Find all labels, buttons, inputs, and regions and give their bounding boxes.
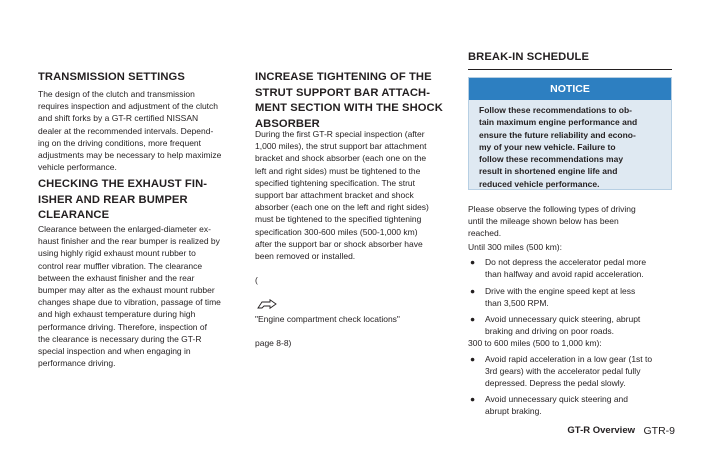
page-footer <box>550 424 675 438</box>
bullet-icon: ● <box>470 314 476 324</box>
break-in-schedule-heading: BREAK-IN SCHEDULE <box>468 51 590 63</box>
bullet-icon: ● <box>470 286 476 296</box>
stage2-label: 300 to 600 miles (500 to 1,000 km): <box>468 338 602 348</box>
exhaust-clearance-body: Clearance between the enlarged-diameter ex- haust finisher and the rear bumper is realized by using highly rigid exhaust mount rubber to control rear muffler vibration. The clearance between the exhaust finisher and the rear bumper may alter as the exhaust mount rubber changes shape due to vibration, passage of time and high exhaust temperature during high performance driving. Therefore, inspection of the clearance is necessary during the GT-R special inspection and when engaging in performance driving. <box>38 224 221 369</box>
transmission-settings-body: The design of the clutch and transmission requires inspection and adjustment of the clutch and shift forks by a GT-R certified NISSAN dealer at the recommended intervals. Depend- ing on the driving conditions, more frequent adjustments may be necessary to help maximize vehicle performance. <box>38 89 222 173</box>
bullet-text: Do not depress the accelerator pedal more than halfway and avoid rapid acceleration. <box>485 257 647 280</box>
reference-arrow-icon <box>257 286 277 312</box>
notice-title: NOTICE <box>469 78 671 100</box>
bullet-text: Avoid rapid acceleration in a low gear (1st to 3rd gears) with the accelerator pedal fully depressed. Depress the pedal slowly. <box>485 354 653 389</box>
reference-page: page 8-8) <box>255 338 292 349</box>
reference-open-paren: ( <box>255 275 258 286</box>
bullet-icon: ● <box>470 257 476 267</box>
strut-support-bar-heading: INCREASE TIGHTENING OF THE STRUT SUPPORT BAR ATTACH- MENT SECTION WITH THE SHOCK ABSORBER <box>255 71 443 130</box>
footer-page-number: GTR-9 <box>643 425 675 437</box>
break-in-intro: Please observe the following types of driving until the mileage shown below has been reached. <box>468 204 636 239</box>
strut-support-bar-body: During the first GT-R special inspection (after 1,000 miles), the strut support bar attachment bracket and shock absorber (each one on the left and right sides) must be tightened to the specified tightening specification. The strut support bar attachment bracket and shock absorber (each one on the left and right sides) must be tightened to the specified tightening specification 300-600 miles (500-1,000 km) after the support bar or shock absorber have been removed or installed. <box>255 129 429 262</box>
reference-title: "Engine compartment check locations" <box>255 313 400 324</box>
transmission-settings-heading: TRANSMISSION SETTINGS <box>38 71 185 83</box>
stage1-label: Until 300 miles (500 km): <box>468 242 563 252</box>
bullet-text: Drive with the engine speed kept at less than 3,500 RPM. <box>485 286 636 309</box>
exhaust-clearance-heading: CHECKING THE EXHAUST FIN- ISHER AND REAR BUMPER CLEARANCE <box>38 178 208 221</box>
notice-text: Follow these recommendations to ob- tain maximum engine performance and ensure the future reliability and econo- my of your new vehicle. Failure to follow these recommendations may result in shortened engine life and reduced vehicle performance. <box>479 105 638 189</box>
heading-rule <box>468 69 672 70</box>
bullet-icon: ● <box>470 394 476 404</box>
bullet-icon: ● <box>470 354 476 364</box>
bullet-text: Avoid unnecessary quick steering and abrupt braking. <box>485 394 629 417</box>
notice-box <box>468 77 672 190</box>
page-reference <box>255 262 455 349</box>
bullet-text: Avoid unnecessary quick steering, abrupt braking and driving on poor roads. <box>485 314 641 337</box>
footer-section-title: GT-R Overview <box>567 425 635 436</box>
